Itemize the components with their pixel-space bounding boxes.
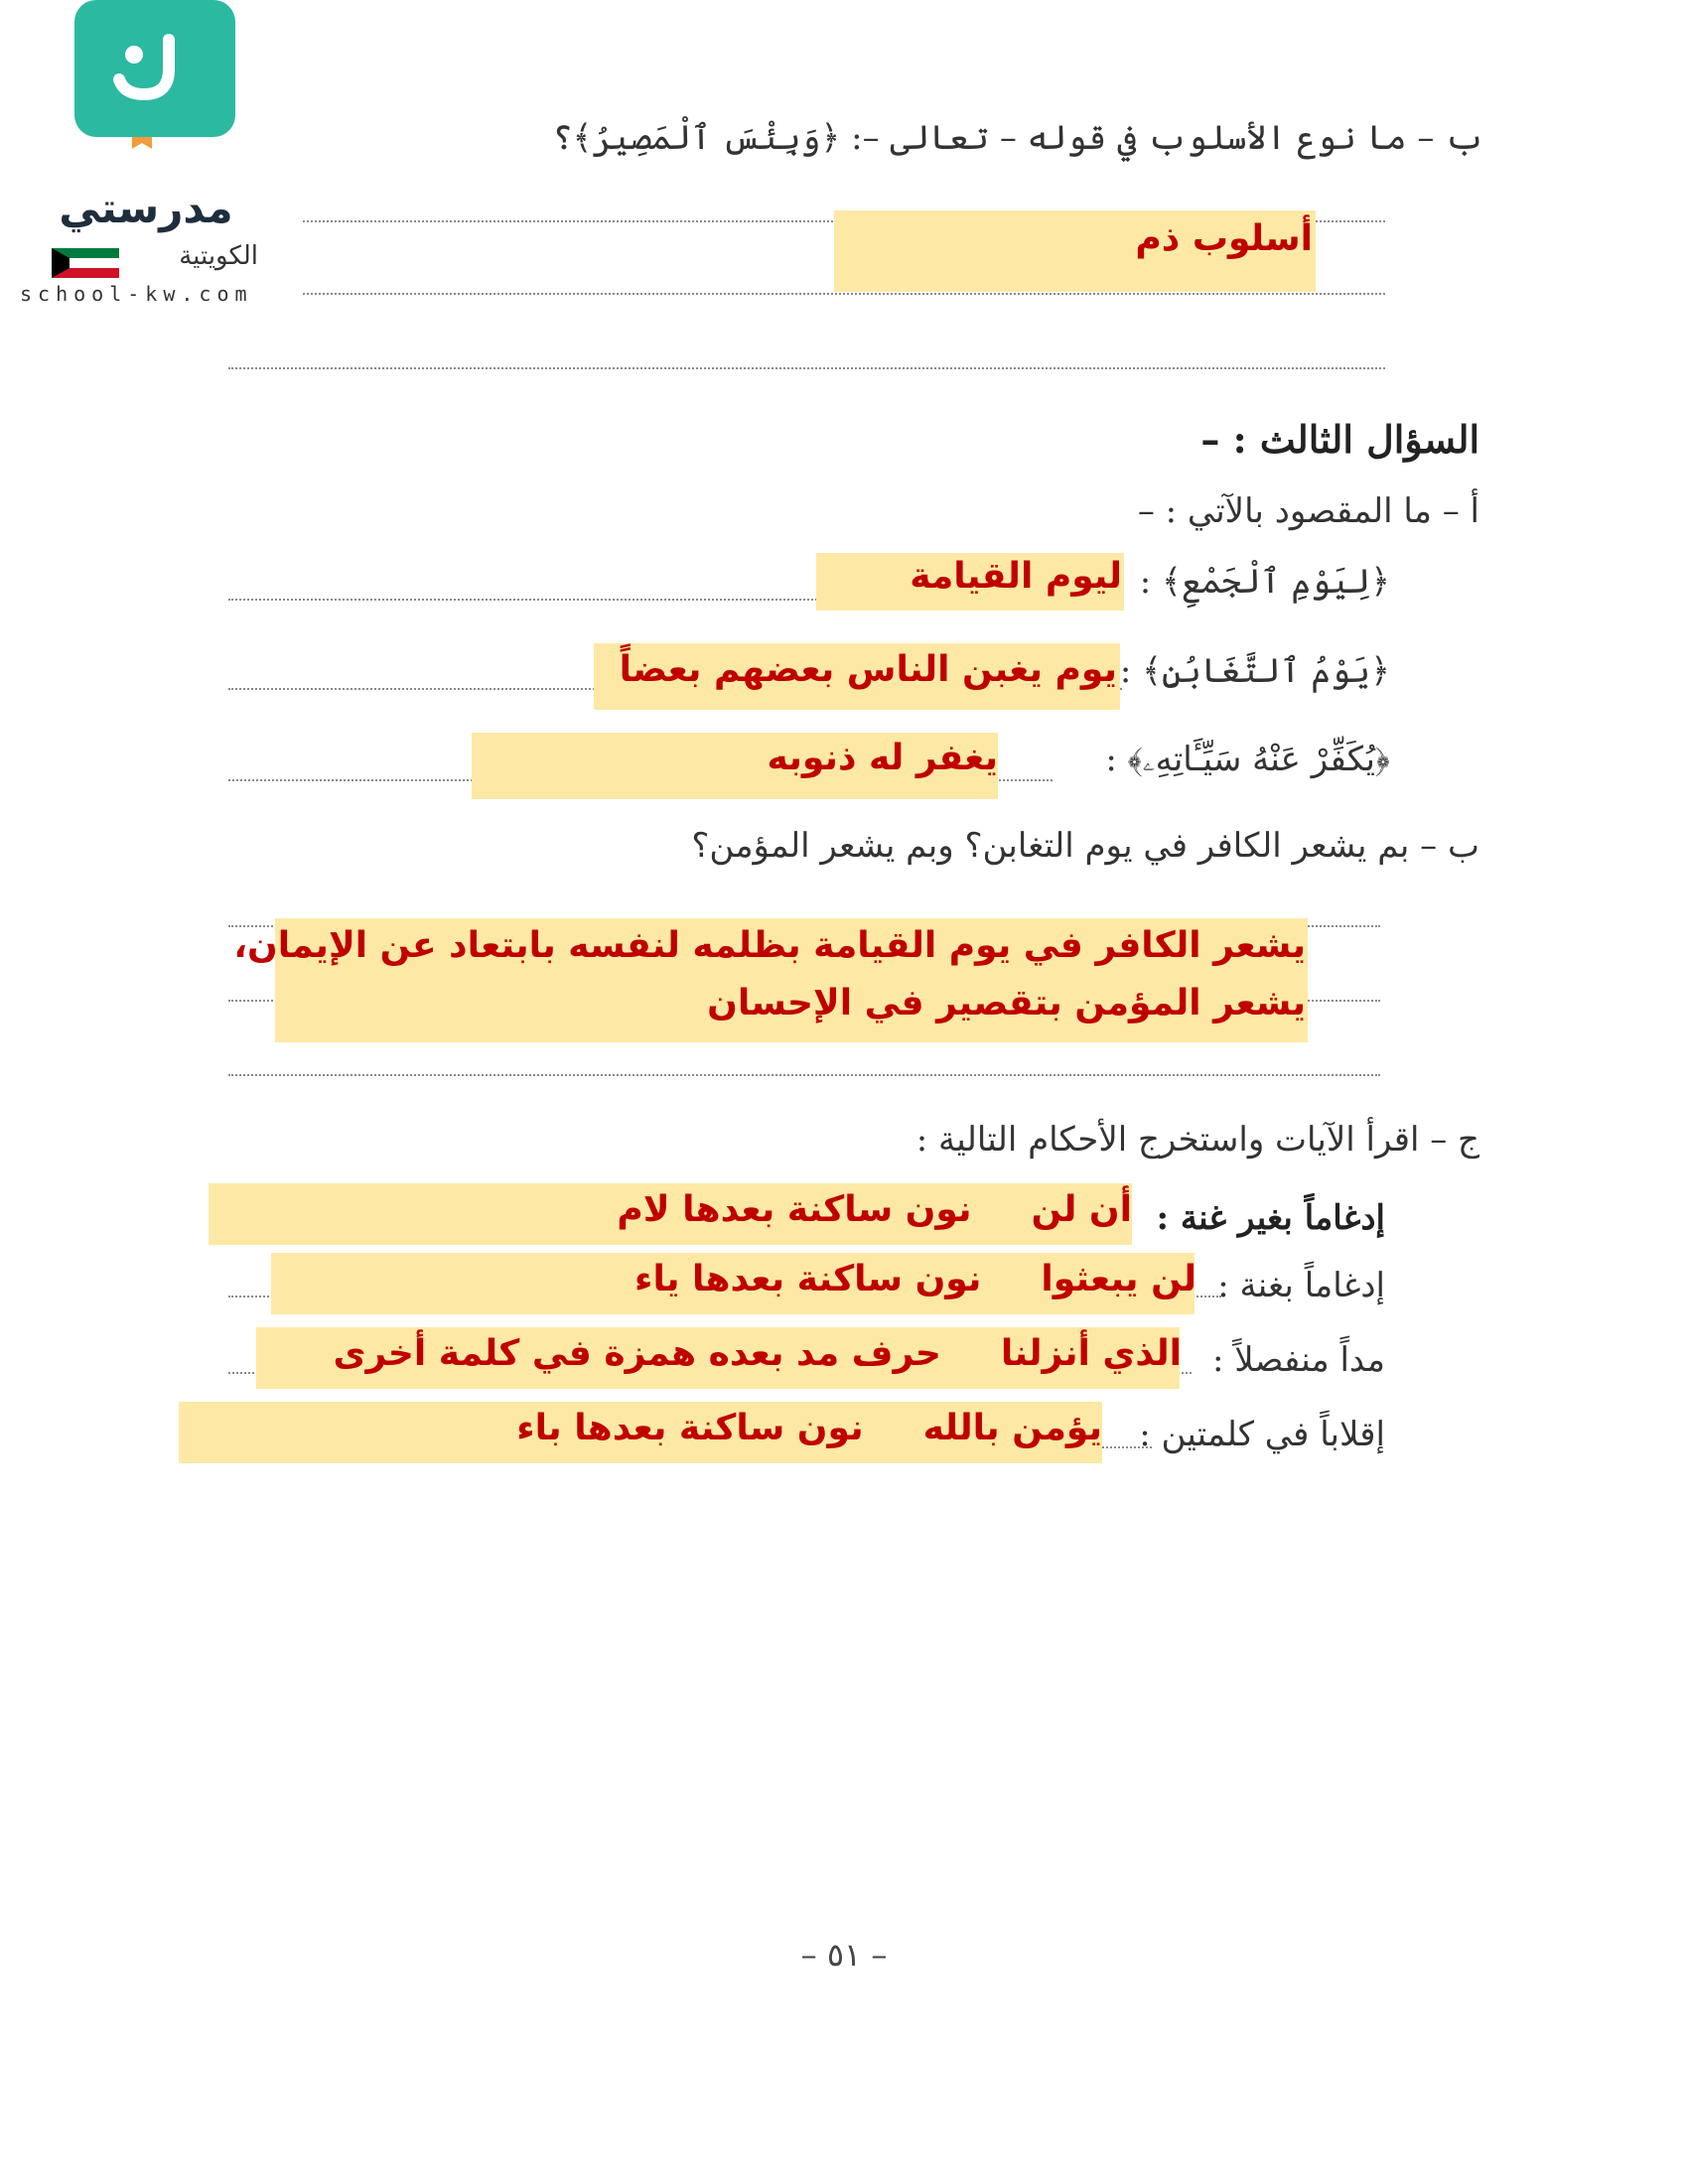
rule-label-3: مداً منفصلاً : bbox=[1211, 1340, 1385, 1380]
q2b-answer: أسلوب ذم bbox=[1135, 218, 1313, 259]
q3a-verse-2: ﴿يَوْمُ ٱلتَّغَابُنِ﴾ : bbox=[1119, 651, 1390, 691]
q2b-question: ب – ما نوع الأسلوب في قوله – تعالى –: ﴿وَبِئْسَ ٱلْمَصِيرُ﴾؟ bbox=[552, 118, 1484, 158]
rule-example-3: الذي أنزلنا bbox=[1000, 1333, 1182, 1374]
rule-reason-3: حرف مد بعده همزة في كلمة أخرى bbox=[333, 1333, 941, 1374]
rule-label-1: إدغاماً بغير غنة : bbox=[1156, 1198, 1385, 1238]
q3b-question: ب – بم يشعر الكافر في يوم التغابن؟ وبم يشعر المؤمن؟ bbox=[691, 826, 1479, 866]
q3a-answer-1: ليوم القيامة bbox=[910, 556, 1122, 597]
answer-line bbox=[228, 1074, 1380, 1076]
rule-answer-3 bbox=[333, 1333, 1182, 1374]
rule-example-2: لن يبعثوا bbox=[1041, 1259, 1196, 1299]
q3a-verse-3: ﴿يُكَفِّرْ عَنْهُ سَيِّـَٔاتِهِۦ﴾ : bbox=[1105, 740, 1390, 779]
kuwait-flag-icon bbox=[52, 248, 119, 278]
rule-label-2: إدغاماً بغنة : bbox=[1217, 1266, 1385, 1305]
rule-reason-2: نون ساكنة بعدها ياء bbox=[634, 1259, 982, 1299]
q3c-question: ج – اقرأ الآيات واستخرج الأحكام التالية : bbox=[915, 1120, 1479, 1160]
q3-title: السؤال الثالث : – bbox=[1200, 417, 1479, 462]
rule-answer-4 bbox=[516, 1408, 1102, 1448]
rule-reason-1: نون ساكنة بعدها لام bbox=[617, 1189, 972, 1230]
q3b-answer-line-1: يشعر الكافر في يوم القيامة بظلمه لنفسه بابتعاد عن الإيمان، bbox=[233, 925, 1306, 966]
answer-line bbox=[228, 367, 1385, 369]
logo-book-icon bbox=[74, 0, 235, 149]
rule-example-4: يؤمن بالله bbox=[922, 1408, 1102, 1448]
rule-answer-1 bbox=[617, 1189, 1132, 1230]
q3b-answer-line-2: يشعر المؤمن بتقصير في الإحسان bbox=[707, 983, 1306, 1024]
rule-label-4: إقلاباً في كلمتين : bbox=[1139, 1415, 1385, 1454]
logo-url: school-kw.com bbox=[20, 282, 253, 306]
rule-answer-2 bbox=[634, 1259, 1196, 1299]
q3a-answer-3: يغفر له ذنوبه bbox=[767, 738, 998, 778]
logo-name: مدرستي bbox=[59, 184, 233, 232]
answer-line bbox=[303, 293, 1385, 295]
q3a-verse-1: ﴿لِيَوْمِ ٱلْجَمْعِ﴾ : bbox=[1139, 562, 1390, 602]
q3a-answer-2: يوم يغبن الناس بعضهم بعضاً bbox=[619, 649, 1117, 690]
rule-reason-4: نون ساكنة بعدها باء bbox=[516, 1408, 864, 1448]
rule-example-1: أن لن bbox=[1031, 1189, 1132, 1230]
page-number: – ٥١ – bbox=[800, 1936, 888, 1974]
q3a-question: أ – ما المقصود بالآتي : – bbox=[1137, 491, 1479, 531]
logo-subtitle: الكويتية bbox=[179, 241, 258, 271]
